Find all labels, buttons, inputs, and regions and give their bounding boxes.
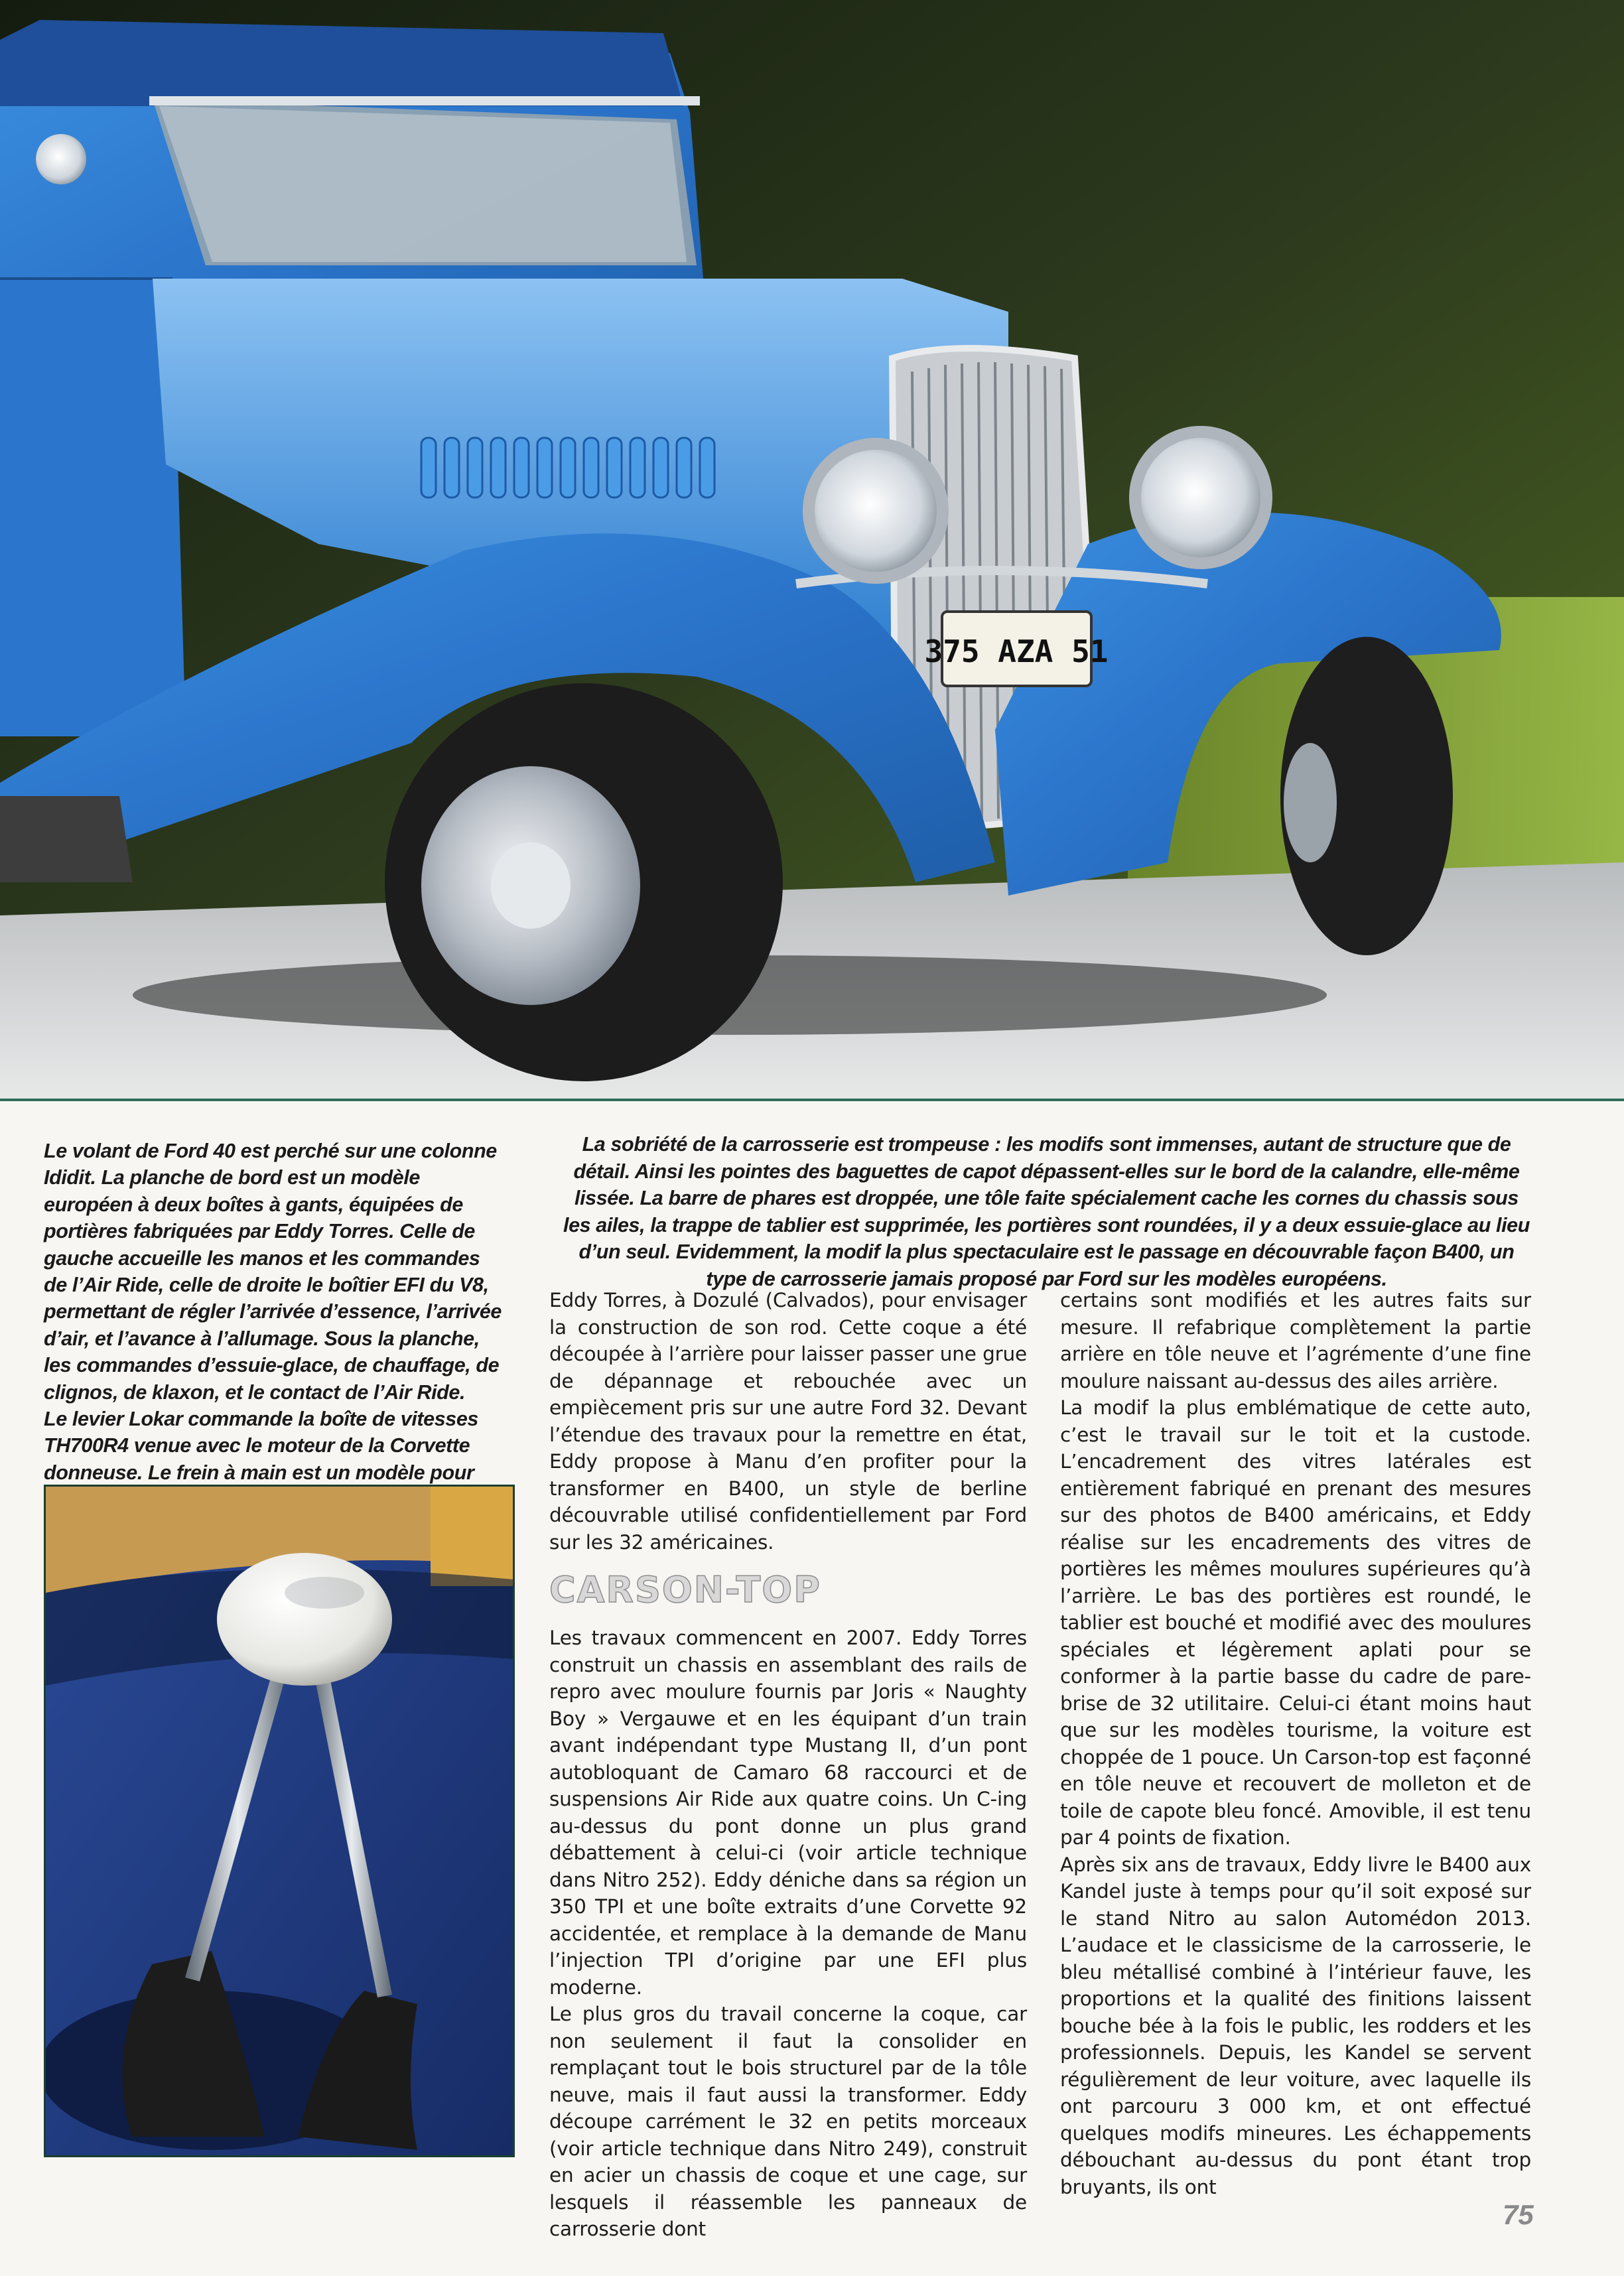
- article-paragraph: Après six ans de travaux, Eddy livre le B400 aux Kandel juste à temps pour qu’il soit exposé sur le stand Nitro au salon Automédon 2013. L’audace et le classicisme de la carrosserie, le bleu métallisé combiné à l’intérieur fauve, les proportions et la qualité des finitions laissent bouche bée à la fois le public, les rodders et les professionnels. Depuis, les Kandel se servent régulièrement de leur voiture, avec laquelle ils ont parcouru 3 000 km, et ont effectué quelques modifs mineures. Les échappements débouchant au-dessus du pont étant trop bruyants, ils ont: [1060, 1853, 1531, 2198]
- caption-left-paragraph-2: Le levier Lokar commande la boîte de vitesses TH700R4 venue avec le moteur de la Corvette donneuse. Le frein à main est un modèle pour: [44, 1408, 478, 1484]
- article-column-middle: [549, 1287, 1027, 2243]
- hero-photo: [0, 0, 1624, 1099]
- article-paragraph: La modif la plus emblématique de cette auto, c’est le travail sur le toit et la custode. L’encadrement des vitres latérales est entièrement fabriqué en prenant des mesures sur des photos de B400 américains, et Eddy réalise sur les encadrements des vitres de portières les mêmes moulures supérieures qu’à l’arrière. Le bas des portières est roundé, le tablier est bouché et modifié avec des moulures spéciales et légèrement aplati pour se conformer à la partie basse du cadre de pare-brise de 32 utilitaire. Celui-ci étant moins haut que sur les modèles tourisme, la voiture est choppée de 1 pouce. Un Carson-top est façonné en tôle neuve et recouvert de molleton et de toile de capote bleu foncé. Amovible, il est tenu par 4 points de fixation.: [1060, 1396, 1531, 1849]
- article-column-right: [1060, 1287, 1531, 2200]
- caption-dashboard: [44, 1138, 508, 1513]
- article-paragraph: certains sont modifiés et les autres faits sur mesure. Il refabrique complètement la partie arrière en tôle neuve et l’agrémente d’une fine moulure naissant au-dessus des ailes arrière.: [1060, 1289, 1531, 1392]
- hero-car-illustration: [0, 0, 1624, 1099]
- caption-top-text: La sobriété de la carrosserie est trompeuse : les modifs sont immenses, autant de structure que de détail. Ainsi les pointes des baguettes de capot dépassent-elles sur le bord de la calandre, elle-même lissée. La barre de phares est droppée, une tôle faite spécialement cache les cornes du chassis sous les ailes, la trappe de tablier est supprimée, les portières sont roundées, il y a deux essuie-glace au lieu d’un seul. Evidemment, la modif la plus spectaculaire est le passage en découvrable façon B400, un type de carrosserie jamais proposé par Ford sur les modèles européens.: [563, 1133, 1530, 1290]
- article-paragraph: Le plus gros du travail concerne la coque, car non seulement il faut la consolider en remplaçant tout le bois structurel par de la tôle neuve, mais il faut aussi la transformer. Eddy découpe carrément le 32 en petits morceaux (voir article technique dans Nitro 249), construit en acier un chassis de coque et une cage, sur lesquels il réassemble les panneaux de carrosserie dont: [549, 2003, 1027, 2240]
- caption-bodywork: [561, 1131, 1532, 1292]
- section-rule: [0, 1099, 1624, 1101]
- shifter-photo: [44, 1485, 515, 2157]
- article-paragraph: Eddy Torres, à Dozulé (Calvados), pour envisager la construction de son rod. Cette coque a été découpée à l’arrière pour laisser passer une grue de dépannage et rebouchée avec un empiècement pris sur une autre Ford 32. Devant l’étendue des travaux pour la remettre en état, Eddy propose à Manu d’en profiter pour la transformer en B400, un style de berline découvrable utilisé confidentiellement par Ford sur les 32 américaines.: [549, 1289, 1027, 1554]
- license-plate-text: 375 AZA 51: [924, 634, 1109, 669]
- license-plate: [925, 612, 1109, 686]
- page-number: 75: [1503, 2199, 1534, 2230]
- caption-left-paragraph-1: Le volant de Ford 40 est perché sur une colonne Ididit. La planche de bord est un modèle européen à deux boîtes à gants, équipées de portières fabriquées par Eddy Torres. Celle de gauche accueille les manos et les commandes de l’Air Ride, celle de droite le boîtier EFI du V8, permettant de régler l’arrivée d’essence, l’arrivée d’air, et l’avance à l’allumage. Sous la planche, les commandes d’essuie-glace, de chauffage, de clignos, de klaxon, et le contact de l’Air Ride.: [44, 1140, 502, 1404]
- article-paragraph: Les travaux commencent en 2007. Eddy Torres construit un chassis en assemblant des rails de repro avec moulure fournis par Joris « Naughty Boy » Vergauwe et en les équipant d’un train avant indépendant type Mustang II, d’un pont autobloquant de Camaro 68 raccourci et de suspensions Air Ride aux quatre coins. Un C-ing au-dessus du pont donne un plus grand débattement à celui-ci (voir article technique dans Nitro 252). Eddy déniche dans sa région un 350 TPI et une boîte extraits d’une Corvette 92 accidentée, et remplace à la demande de Manu l’injection TPI d’origine par une EFI plus moderne.: [549, 1627, 1027, 1999]
- shifter-illustration: [46, 1487, 513, 2155]
- article-subheading: CARSON-TOP: [549, 1569, 821, 1611]
